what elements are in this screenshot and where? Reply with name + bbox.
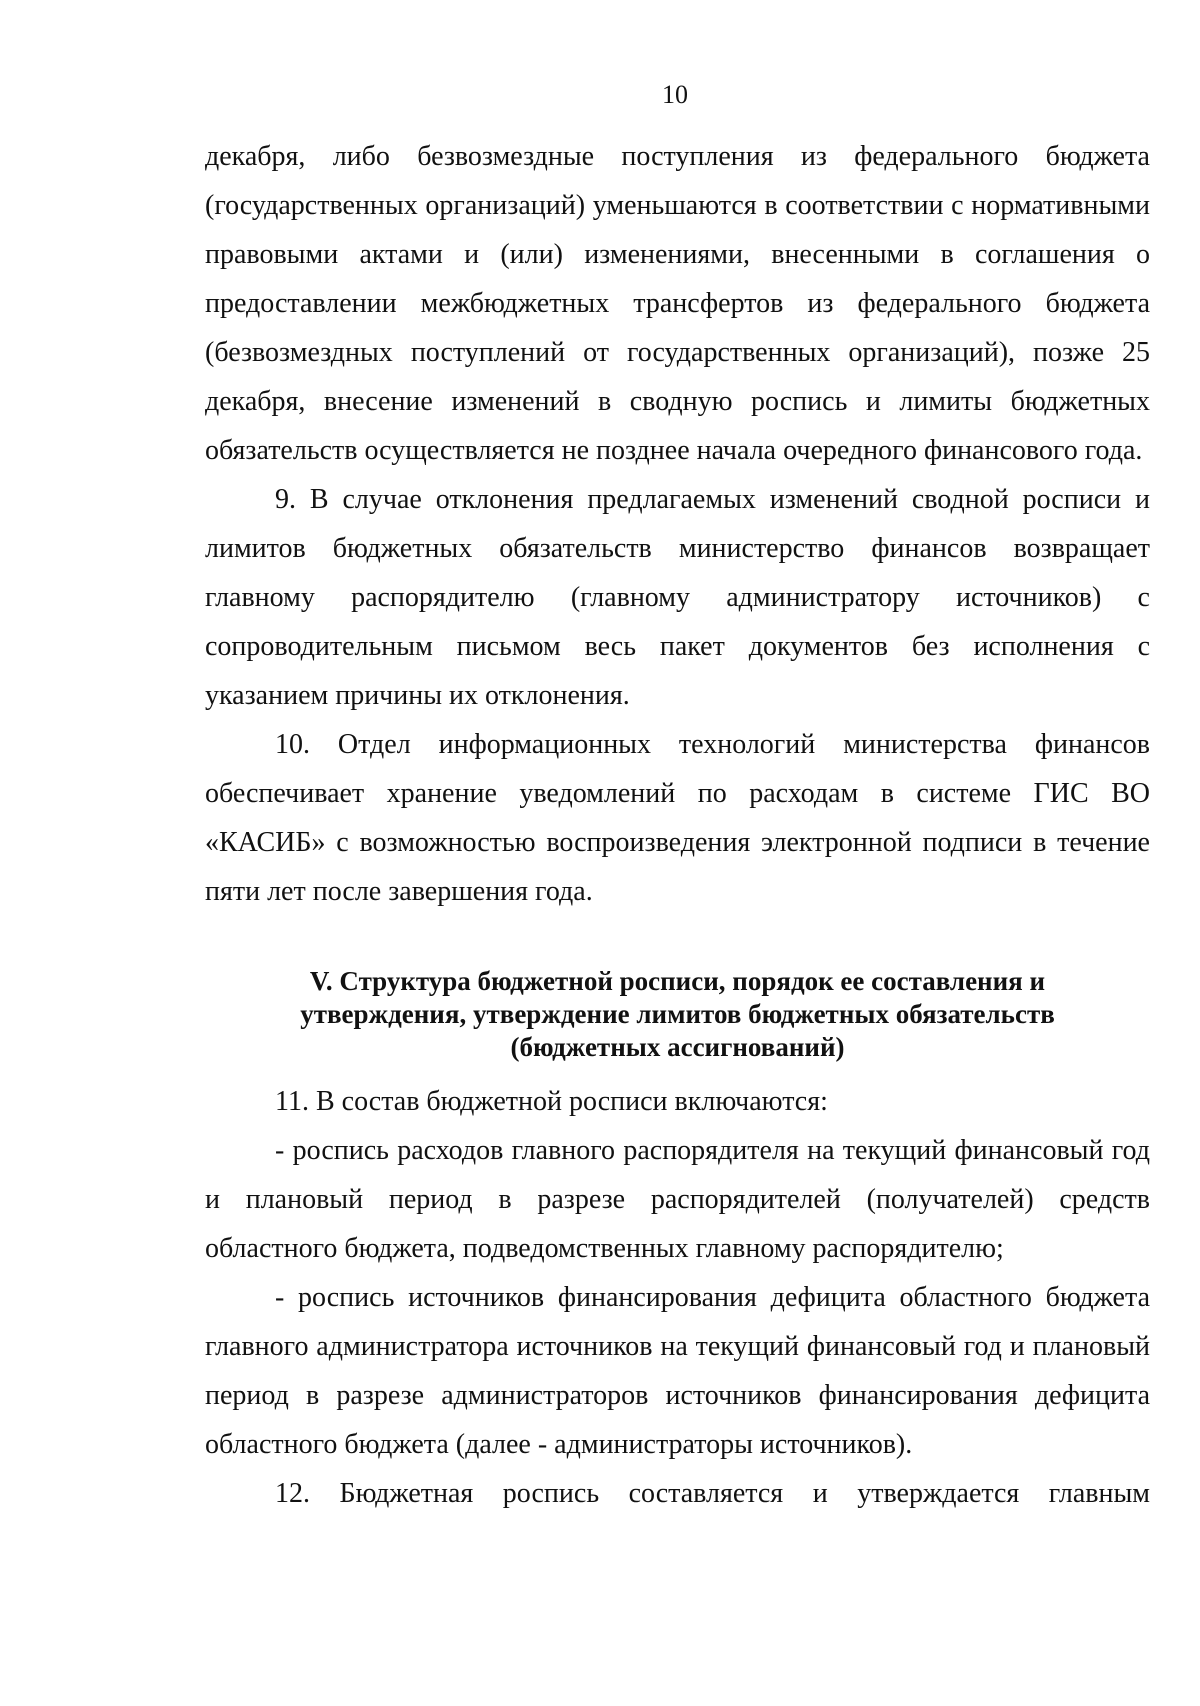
section-heading-line-1: V. Структура бюджетной росписи, порядок ее составления и (309, 966, 1046, 996)
paragraph-11-item-b: - роспись источников финансирования дефицита областного бюджета главного администратора источников на текущий финансовый год и плановый период в разрезе администраторов источников финансирования дефицита областного бюджета (далее - администраторы источников). (205, 1282, 1150, 1460)
paragraph-continuation: декабря, либо безвозмездные поступления из федерального бюджета (государственных организаций) уменьшаются в соответствии с нормативными правовыми актами и (или) изменениями, внесенными в соглашения о предоставлении межбюджетных трансфертов из федерального бюджета (безвозмездных поступлений от государственных организаций), позже 25 декабря, внесение изменений в сводную роспись и лимиты бюджетных обязательств осуществляется не позднее начала очередного финансового года. (205, 141, 1150, 466)
paragraph-9: 9. В случае отклонения предлагаемых изменений сводной росписи и лимитов бюджетных обязательств министерство финансов возвращает главному распорядителю (главному администратору источников) с сопроводительным письмом весь пакет документов без исполнения с указанием причины их отклонения. (205, 484, 1150, 711)
paragraph-11: 11. В состав бюджетной росписи включаются: (275, 1086, 828, 1117)
document-body (205, 132, 1150, 1518)
page-number: 10 (662, 80, 688, 109)
section-heading (205, 965, 1150, 1064)
paragraph-11-item-a: - роспись расходов главного распорядителя на текущий финансовый год и плановый период в разрезе распорядителей (получателей) средств областного бюджета, подведомственных главному распорядителю; (205, 1135, 1150, 1264)
section-heading-line-2: утверждения, утверждение лимитов бюджетных обязательств (300, 999, 1055, 1029)
paragraph-12: 12. Бюджетная роспись составляется и утверждается главным (275, 1478, 1150, 1509)
paragraph-10: 10. Отдел информационных технологий министерства финансов обеспечивает хранение уведомлений по расходам в системе ГИС ВО «КАСИБ» с возможностью воспроизведения электронной подписи в течение пяти лет после завершения года. (205, 729, 1150, 907)
section-heading-line-3: (бюджетных ассигнований) (510, 1032, 845, 1062)
